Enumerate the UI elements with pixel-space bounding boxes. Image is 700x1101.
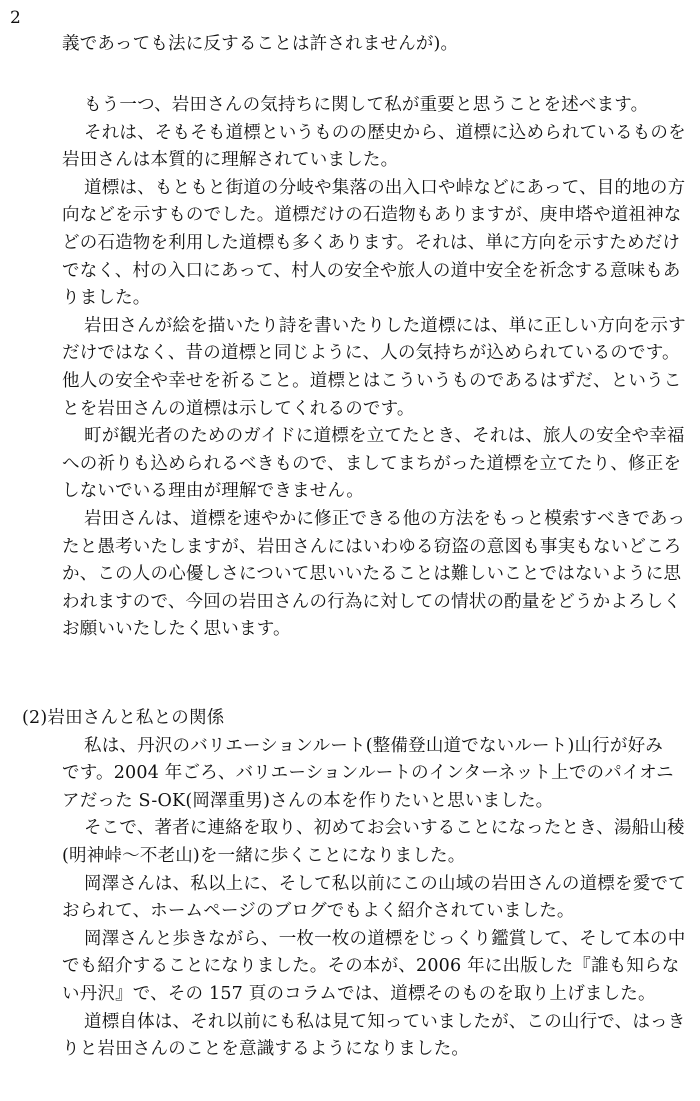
- text-line: 道標は、もともと街道の分岐や集落の出入口や峠などにあって、目的地の方: [84, 177, 686, 198]
- text-line: か、この人の心優しさについて思いいたることは難しいことではないように思: [62, 564, 682, 585]
- text-line: とを岩田さんの道標は示してくれるのです。: [62, 398, 415, 419]
- text-line: への祈りも込められるべきもので、ましてまちがった道標を立てたり、修正を: [62, 453, 682, 474]
- page-number: 2: [10, 8, 21, 28]
- text-line: おられて、ホームページのブログでもよく紹介されていました。: [62, 901, 575, 922]
- text-line: りと岩田さんのことを意識するようになりました。: [62, 1039, 470, 1060]
- text-line: 道標自体は、それ以前にも私は見て知っていましたが、この山行で、はっき: [84, 1011, 686, 1032]
- text-line: 岩田さんは、道標を速やかに修正できる他の方法をもっと模索すべきであっ: [84, 509, 686, 529]
- text-line: でなく、村の入口にあって、村人の安全や旅人の道中安全を祈念する意味もあ: [62, 260, 681, 281]
- text-line: 岡澤さんと歩きながら、一枚一枚の道標をじっくり鑑賞して、そして本の中: [84, 928, 686, 949]
- text-line: どの石造物を利用した道標も多くあります。それは、単に方向を示すためだけ: [62, 233, 681, 253]
- text-line: りました。: [62, 288, 151, 309]
- text-line: (明神峠〜不老山)を一緒に歩くことになりました。: [62, 846, 466, 866]
- text-line: そこで、著者に連絡を取り、初めてお会いすることになったとき、湯船山稜: [84, 818, 685, 839]
- text-line: 岩田さんが絵を描いたり詩を書いたりした道標には、単に正しい方向を示す: [84, 315, 686, 336]
- text-line: われますので、今回の岩田さんの行為に対しての情状の酌量をどうかよろしく: [62, 591, 682, 612]
- text-line: 私は、丹沢のバリエーションルート(整備登山道でないルート)山行が好み: [84, 735, 663, 756]
- text-line: 他人の安全や幸せを祈ること。道標とはこういうものであるはずだ、というこ: [62, 371, 682, 391]
- text-line: 義であっても法に反することは許されませんが)。: [62, 34, 459, 54]
- text-line: たと愚考いたしますが、岩田さんにはいわゆる窃盗の意図も事実もないどころ: [62, 536, 682, 557]
- text-line: しないでいる理由が理解できません。: [62, 481, 364, 502]
- text-line: 岡澤さんは、私以上に、そして私以前にこの山域の岩田さんの道標を愛でて: [84, 873, 686, 894]
- text-line: い丹沢』で、その 157 頁のコラムでは、道標そのものを取り上げました。: [62, 984, 656, 1004]
- text-line: 岩田さんは本質的に理解されていました。: [62, 150, 399, 171]
- text-line: 向などを示すものでした。道標だけの石造物もありますが、庚申塔や道祖神な: [62, 205, 682, 226]
- text-line: アだった S-OK(岡澤重男)さんの本を作りたいと思いました。: [62, 790, 554, 811]
- text-line: 町が観光者のためのガイドに道標を立てたとき、それは、旅人の安全や幸福: [84, 426, 685, 447]
- text-line: それは、そもそも道標というものの歴史から、道標に込められているものを: [84, 122, 686, 143]
- section-heading: (2)岩田さんと私との関係: [22, 708, 225, 728]
- text-line: です。2004 年ごろ、バリエーションルートのインターネット上でのパイオニ: [62, 763, 674, 784]
- text-line: でも紹介することになりました。その本が、2006 年に出版した『誰も知らな: [62, 956, 680, 977]
- text-line: お願いいたしたく思います。: [62, 619, 291, 640]
- text-line: もう一つ、岩田さんの気持ちに関して私が重要と思うことを述べます。: [84, 95, 649, 115]
- text-line: だけではなく、昔の道標と同じように、人の気持ちが込められているのです。: [62, 343, 680, 364]
